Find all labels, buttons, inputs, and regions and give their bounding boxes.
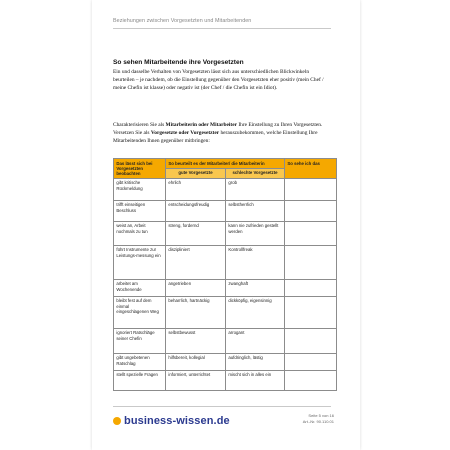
cell-my-view[interactable] — [285, 279, 337, 296]
cell-my-view[interactable] — [285, 353, 337, 370]
instruction-text: herauszubekommen, welche Einstellung Ihre Mitarbeitenden Ihnen gegenüber mitbringen: — [113, 130, 318, 145]
page-meta — [303, 413, 334, 425]
cell-good-view: entscheidungsfreudig — [166, 200, 226, 221]
table-row — [114, 178, 337, 200]
logo-text: business-wissen.de — [124, 415, 230, 427]
cell-bad-view: zwanghaft — [226, 279, 285, 296]
cell-my-view[interactable] — [285, 328, 337, 353]
footer-divider — [113, 406, 331, 407]
cell-good-view: streng, fordernd — [166, 221, 226, 245]
cell-observation: gibt kritische Rückmeldung — [114, 178, 166, 200]
cell-good-view: angetrieben — [166, 279, 226, 296]
cell-my-view[interactable] — [285, 245, 337, 279]
col-header-bad: schlechte Vorgesetzte — [226, 168, 285, 178]
header-divider — [113, 28, 331, 29]
cell-bad-view: mischt sich in alles ein — [226, 370, 285, 390]
cell-observation: stellt spezielle Fragen — [114, 370, 166, 390]
instruction-bold-employee: Mitarbeiterin oder Mitarbeiter — [165, 122, 237, 128]
cell-bad-view: aufdringlich, lästig — [226, 353, 285, 370]
cell-my-view[interactable] — [285, 221, 337, 245]
cell-my-view[interactable] — [285, 200, 337, 221]
cell-observation: arbeitet am Wochenende — [114, 279, 166, 296]
cell-observation: gibt ungebetenen Ratschlag — [114, 353, 166, 370]
cell-bad-view: kann nie zufrieden gestellt werden — [226, 221, 285, 245]
cell-bad-view: Kontrollfreak — [226, 245, 285, 279]
cell-observation: führt Instrumente zur Leistungs-messung ein — [114, 245, 166, 279]
perception-table — [113, 158, 337, 391]
cell-observation: trifft einseitigen Beschluss — [114, 200, 166, 221]
instruction-paragraph — [113, 121, 327, 146]
table-row — [114, 200, 337, 221]
table-row — [114, 221, 337, 245]
cell-observation: ignoriert Ratschläge seiner Chefin — [114, 328, 166, 353]
table-row — [114, 279, 337, 296]
col-header-group: So beurteilt es der Mitarbeiter/ die Mitarbeiterin — [166, 159, 285, 169]
col-header-observation: Das lässt sich bei Vorgesetzten beobachten — [114, 159, 166, 179]
instruction-bold-manager: Vorgesetzte oder Vorgesetzter — [150, 130, 220, 137]
table-row — [114, 328, 337, 353]
brand-logo — [113, 414, 230, 428]
cell-good-view: selbstbewusst — [166, 328, 226, 353]
table-row — [114, 370, 337, 390]
cell-observation: bleibt fest auf dem einmal eingeschlagenen Weg — [114, 296, 166, 328]
cell-bad-view: grob — [226, 178, 285, 200]
cell-good-view: informiert, unterrichtet — [166, 370, 226, 390]
cell-good-view: hilfsbereit, kollegial — [166, 353, 226, 370]
cell-observation: weist an, Arbeit nochmals zu tun — [114, 221, 166, 245]
col-header-mine: So sehe ich das — [285, 159, 337, 179]
running-header: Beziehungen zwischen Vorgesetzten und Mitarbeitenden — [113, 18, 252, 24]
table-row — [114, 245, 337, 279]
article-number: Art.-Nr. 90.110.01 — [302, 419, 334, 424]
cell-bad-view: arrogant — [226, 328, 285, 353]
table-row — [114, 296, 337, 328]
table-row — [114, 353, 337, 370]
logo-dot-icon — [113, 417, 121, 425]
section-title: So sehen Mitarbeitende ihre Vorgesetzten — [113, 59, 244, 66]
cell-my-view[interactable] — [285, 296, 337, 328]
col-header-good: gute Vorgesetzte — [166, 168, 226, 178]
cell-my-view[interactable] — [285, 370, 337, 390]
cell-bad-view: selbstherrlich — [226, 200, 285, 221]
cell-bad-view: dickköpfig, eigensinnig — [226, 296, 285, 328]
cell-my-view[interactable] — [285, 178, 337, 200]
instruction-text: Charakterisieren Sie als — [113, 122, 166, 128]
intro-paragraph: Ein und dasselbe Verhalten von Vorgesetzten lässt sich aus unterschiedlichen Blickwinkeln beurteilen – je nachdem, ob die Einstellung gegenüber den Vorgesetzten eher positiv (mein Chef / meine Chefin ist klasse) oder negativ ist (der Chef / die Chefin ist ein Idiot). — [113, 69, 324, 92]
cell-good-view: diszipliniert — [166, 245, 226, 279]
cell-good-view: ehrlich — [166, 178, 226, 200]
page-number: Seite 5 von 16 — [308, 413, 334, 418]
instruction-text: Ihre Einstellung zu Ihren Vorgesetzten. Versetzen Sie als — [113, 122, 323, 137]
cell-good-view: beharrlich, hartnäckig — [166, 296, 226, 328]
